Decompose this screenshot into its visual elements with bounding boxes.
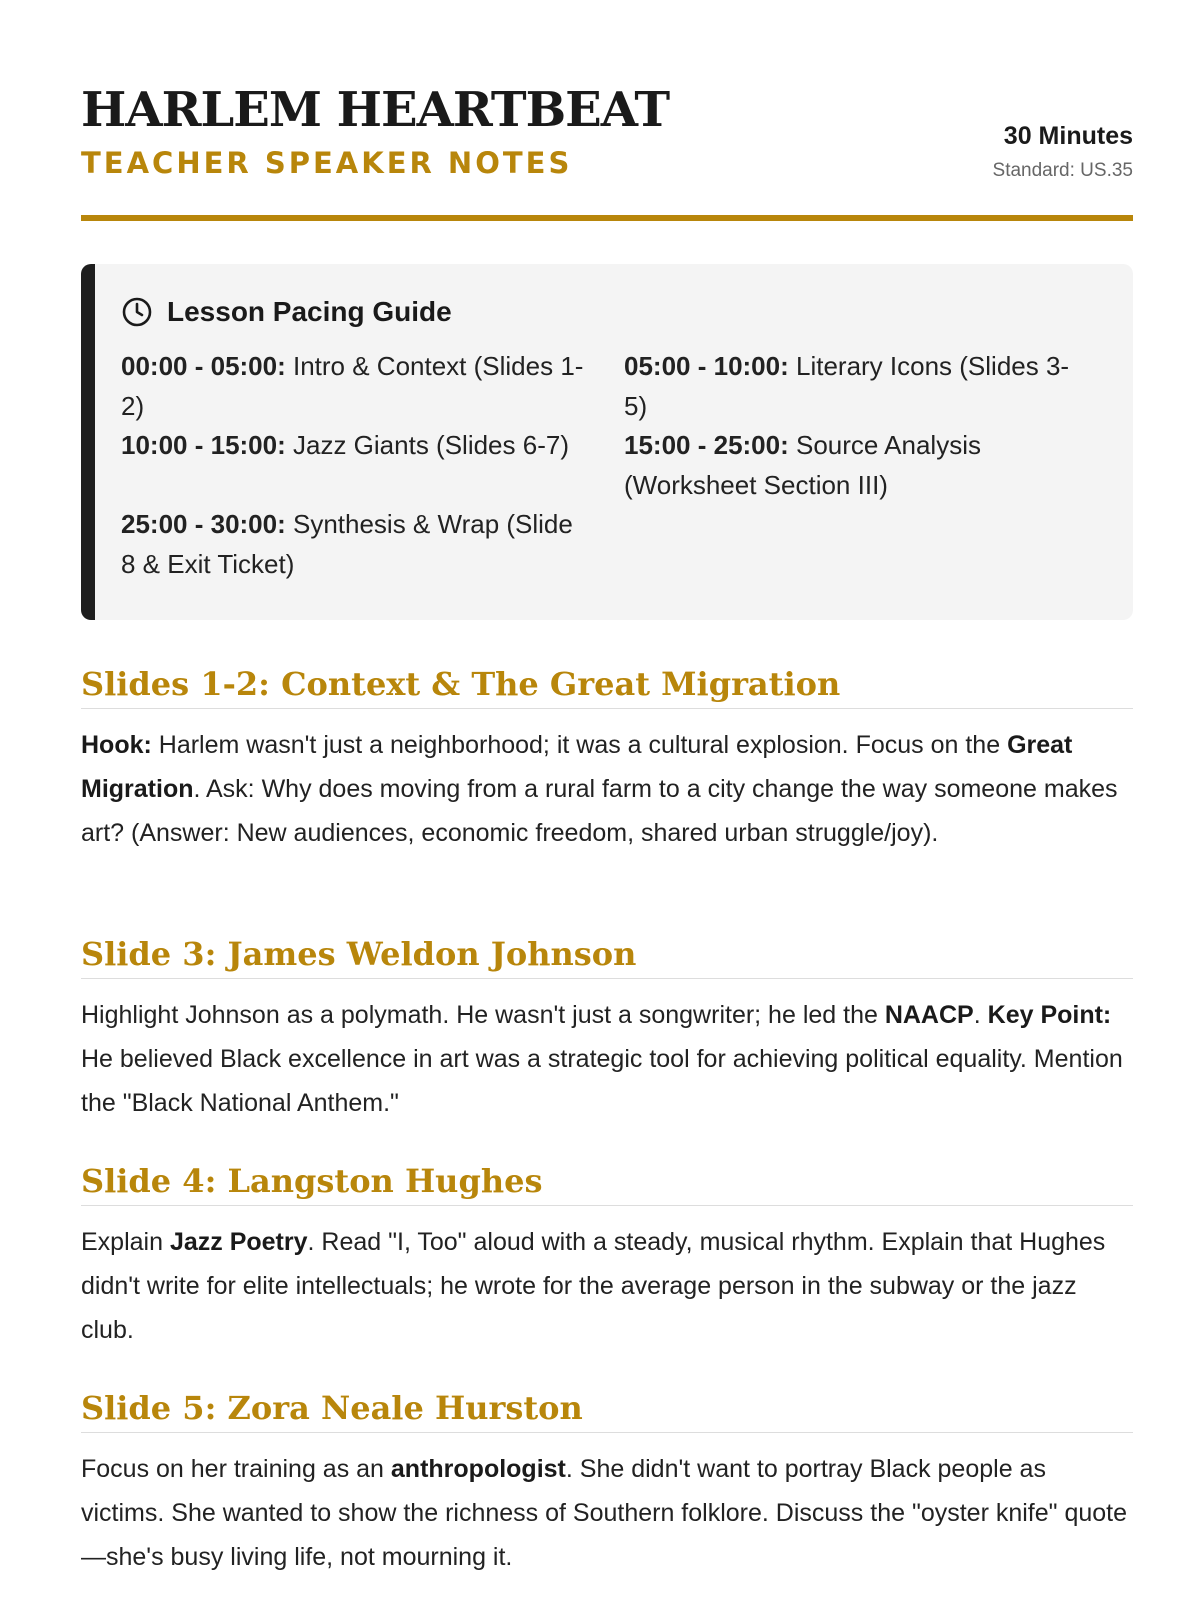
pacing-item <box>121 346 591 426</box>
body-text: . <box>973 1001 988 1029</box>
section-slide-3 <box>81 934 1133 1125</box>
body-text: Explain <box>81 1228 170 1256</box>
pacing-item-text: Jazz Giants (Slides 6-7) <box>285 430 569 460</box>
pacing-item-text: Source Analysis (Worksheet Section III) <box>624 430 981 500</box>
pacing-item-text: Intro & Context (Slides 1-2) <box>121 351 584 421</box>
section-slide-5 <box>81 1388 1133 1579</box>
section-slide-4 <box>81 1161 1133 1352</box>
emphasis-text: anthropologist <box>390 1455 566 1483</box>
body-text: Focus on her training as an <box>81 1455 391 1483</box>
section-body <box>81 1220 1133 1352</box>
document-header <box>81 0 1133 222</box>
page-subtitle: TEACHER SPEAKER NOTES <box>81 146 573 180</box>
emphasis-text: Key Point: <box>987 1001 1112 1029</box>
body-text: Highlight Johnson as a polymath. He wasn't just a songwriter; he led the <box>81 1001 885 1029</box>
header-divider <box>81 215 1133 221</box>
pacing-item <box>624 425 1084 505</box>
pacing-guide-header <box>121 296 452 328</box>
section-body <box>81 993 1133 1125</box>
pacing-item <box>121 504 591 584</box>
page-title: HARLEM HEARTBEAT <box>81 82 670 138</box>
lesson-meta <box>993 124 1133 180</box>
section-heading: Slide 4: Langston Hughes <box>81 1162 543 1200</box>
pacing-item-time: 15:00 - 25:00: <box>624 430 789 460</box>
section-divider <box>81 1432 1133 1433</box>
pacing-item-time: 05:00 - 10:00: <box>624 351 789 381</box>
body-text: Harlem wasn't just a neighborhood; it was a cultural explosion. Focus on the <box>151 731 1008 759</box>
body-text: . Ask: Why does moving from a rural farm to a city change the way someone makes art? (Answer: New audiences, economic freedom, shared urban struggle/joy). <box>81 775 1118 847</box>
section-heading: Slide 5: Zora Neale Hurston <box>81 1389 583 1427</box>
clock-icon <box>121 296 153 328</box>
section-body <box>81 1447 1133 1579</box>
section-divider <box>81 978 1133 979</box>
lesson-duration: 30 Minutes <box>1003 122 1133 150</box>
pacing-guide-box <box>81 264 1133 620</box>
emphasis-text: NAACP <box>884 1001 974 1029</box>
section-heading: Slides 1-2: Context & The Great Migration <box>81 665 841 703</box>
speaker-notes-page <box>81 0 1133 1571</box>
pacing-item-time: 00:00 - 05:00: <box>121 351 286 381</box>
pacing-item-time: 10:00 - 15:00: <box>121 430 286 460</box>
body-text: He believed Black excellence in art was a strategic tool for achieving political equality. Mention the "Black National Anthem." <box>81 1045 1123 1117</box>
emphasis-text: Great Migration <box>81 731 1073 803</box>
emphasis-text: Hook: <box>81 731 152 759</box>
section-divider <box>81 708 1133 709</box>
pacing-guide-title: Lesson Pacing Guide <box>167 296 452 327</box>
body-text: . Read "I, Too" aloud with a steady, musical rhythm. Explain that Hughes didn't write for elite intellectuals; he wrote for the average person in the subway or the jazz club. <box>81 1228 1106 1344</box>
body-text: . She didn't want to portray Black people as victims. She wanted to show the richness of Southern folklore. Discuss the "oyster knife" quote—she's busy living life, not mourning it. <box>81 1455 1128 1571</box>
emphasis-text: Jazz Poetry <box>169 1228 308 1256</box>
section-divider <box>81 1205 1133 1206</box>
lesson-standard: Standard: US.35 <box>992 160 1133 181</box>
pacing-item-time: 25:00 - 30:00: <box>121 509 286 539</box>
section-heading: Slide 3: James Weldon Johnson <box>81 935 637 973</box>
section-slides-1-2 <box>81 664 1133 855</box>
pacing-item-text: Synthesis & Wrap (Slide 8 & Exit Ticket) <box>121 509 573 579</box>
section-body <box>81 723 1133 855</box>
pacing-item <box>624 346 1084 426</box>
pacing-item <box>121 425 591 465</box>
pacing-item-text: Literary Icons (Slides 3-5) <box>624 351 1070 421</box>
